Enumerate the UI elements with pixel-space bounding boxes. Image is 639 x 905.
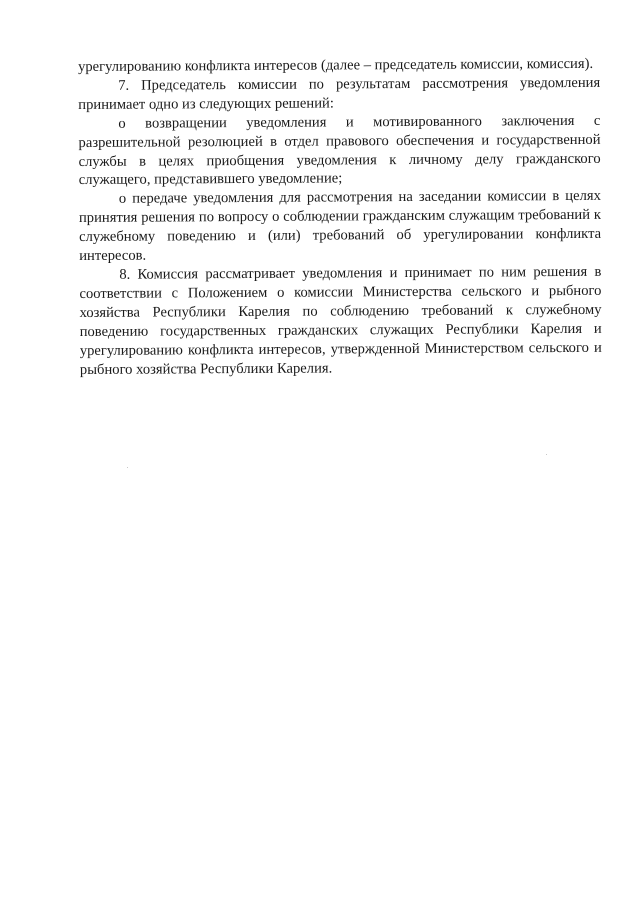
paragraph-decision-transfer: о передаче уведомления для рассмотрения на заседании комиссии в целях принятия решения по вопросу о соблюдении гражданским служащим требований к служебному поведению и (или) требований об урегулировании конфликта интересов. <box>78 188 602 265</box>
document-body <box>78 55 602 380</box>
paragraph-decision-return: о возвращении уведомления и мотивированного заключения с разрешительной резолюцией в отдел правового обеспечения и государственной службы в целях приобщения уведомления к личному делу гражданского служащего, представившего уведомление; <box>78 112 601 189</box>
scan-speck <box>127 467 128 468</box>
paragraph-item-8: 8. Комиссия рассматривает уведомления и принимает по ним решения в соответствии с Положением о комиссии Министерства сельского и рыбного хозяйства Республики Карелия по соблюдению требований к служебному поведению государственных гражданских служащих Республики Карелия и урегулированию конфликта интересов, утвержденной Министерством сельского и рыбного хозяйства Республики Карелия. <box>79 263 602 378</box>
paragraph-item-7: 7. Председатель комиссии по результатам рассмотрения уведомления принимает одно из следующих решений: <box>78 74 601 113</box>
paragraph-continuation: урегулированию конфликта интересов (далее – председатель комиссии, комиссия). <box>78 55 594 75</box>
scan-speck <box>546 454 547 455</box>
